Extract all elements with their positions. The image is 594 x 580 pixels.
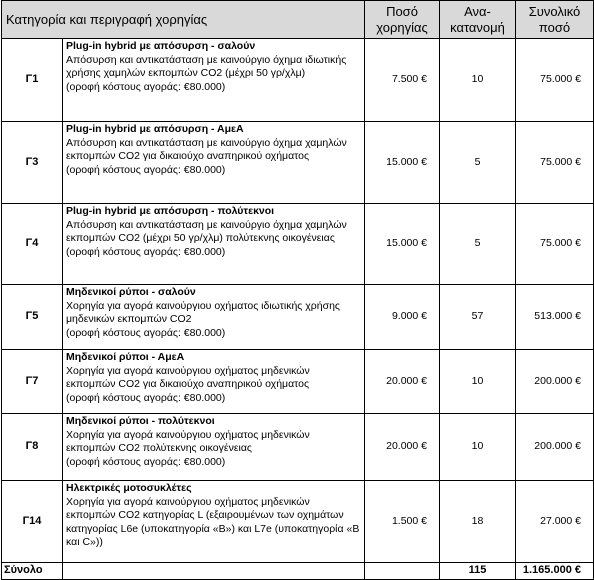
row-total: 200.000 € bbox=[516, 414, 594, 481]
table-row bbox=[2, 481, 594, 563]
row-count: 57 bbox=[440, 285, 516, 350]
total-spacer bbox=[365, 563, 440, 580]
row-description bbox=[63, 481, 365, 563]
row-text: Απόσυρση και αντικατάσταση με καινούργιο όχημα χαμηλών εκπομπών CO2 για δικαιούχο αναπηρικού οχήματος bbox=[66, 136, 347, 162]
row-cap: (οροφή κόστους αγοράς: €80.000) bbox=[66, 326, 226, 339]
header-total: Συνολικό ποσό bbox=[516, 1, 594, 39]
row-code: Γ7 bbox=[2, 350, 63, 414]
row-text: Χορηγία για αγορά καινούργιου οχήματος μηδενικών εκπομπών CO2 για δικαιούχο αναπηρικού οχήματος bbox=[66, 364, 310, 390]
row-count: 18 bbox=[440, 481, 516, 563]
row-code: Γ3 bbox=[2, 122, 63, 204]
total-count: 115 bbox=[440, 563, 516, 580]
subsidy-table bbox=[1, 0, 594, 580]
header-category: Κατηγορία και περιγραφή χορηγίας bbox=[2, 1, 365, 39]
row-code: Γ5 bbox=[2, 285, 63, 350]
row-cap: (οροφή κόστους αγοράς: €80.000) bbox=[66, 80, 226, 93]
row-count: 5 bbox=[440, 204, 516, 285]
row-title: Μηδενικοί ρύποι - ΑμεΑ bbox=[66, 351, 185, 363]
row-code: Γ8 bbox=[2, 414, 63, 481]
total-label: Σύνολο bbox=[2, 563, 63, 580]
table-row bbox=[2, 204, 594, 285]
row-amount: 1.500 € bbox=[365, 481, 440, 563]
row-description bbox=[63, 350, 365, 414]
row-title: Plug-in hybrid με απόσυρση - πολύτεκνοι bbox=[66, 205, 275, 217]
row-title: Μηδενικοί ρύποι - πολύτεκνοι bbox=[66, 415, 215, 427]
row-count: 5 bbox=[440, 122, 516, 204]
row-text: Χορηγία για αγορά καινούργιου οχήματος μηδενικών εκπομπών CO2 κατηγορίας L (εξαιρουμένων των οχημάτων κατηγορίας L6e (υποκατηγορία «B») και L7e (υποκατηγορία «B και C»)) bbox=[66, 495, 360, 548]
row-code: Γ14 bbox=[2, 481, 63, 563]
row-code: Γ1 bbox=[2, 39, 63, 122]
row-total: 200.000 € bbox=[516, 350, 594, 414]
table-row bbox=[2, 122, 594, 204]
row-title: Plug-in hybrid με απόσυρση - ΑμεΑ bbox=[66, 123, 244, 135]
total-spacer bbox=[63, 563, 365, 580]
row-text: Χορηγία για αγορά καινούργιου οχήματος μηδενικών εκπομπών CO2 πολύτεκνης οικογένειας bbox=[66, 428, 310, 454]
header-count: Ανα-κατανομή bbox=[440, 1, 516, 39]
row-description bbox=[63, 39, 365, 122]
row-code: Γ4 bbox=[2, 204, 63, 285]
row-description bbox=[63, 285, 365, 350]
row-count: 10 bbox=[440, 414, 516, 481]
total-sum: 1.165.000 € bbox=[516, 563, 594, 580]
row-title: Μηδενικοί ρύποι - σαλούν bbox=[66, 286, 196, 298]
total-row bbox=[2, 563, 594, 580]
row-total: 75.000 € bbox=[516, 204, 594, 285]
row-total: 75.000 € bbox=[516, 122, 594, 204]
header-amount: Ποσό χορηγίας bbox=[365, 1, 440, 39]
row-text: Απόσυρση και αντικατάσταση με καινούργιο όχημα ιδιωτικής χρήσης χαμηλών εκπομπών CO2 (μέχρι 50 γρ/χλμ) bbox=[66, 53, 347, 79]
row-description bbox=[63, 204, 365, 285]
row-amount: 9.000 € bbox=[365, 285, 440, 350]
table-row bbox=[2, 414, 594, 481]
row-cap: (οροφή κόστους αγοράς: €80.000) bbox=[66, 163, 226, 176]
row-amount: 20.000 € bbox=[365, 414, 440, 481]
table-row bbox=[2, 350, 594, 414]
row-amount: 20.000 € bbox=[365, 350, 440, 414]
table-row bbox=[2, 39, 594, 122]
row-total: 27.000 € bbox=[516, 481, 594, 563]
row-cap: (οροφή κόστους αγοράς: €80.000) bbox=[66, 455, 226, 468]
row-cap: (οροφή κόστους αγοράς: €80.000) bbox=[66, 245, 226, 258]
row-count: 10 bbox=[440, 39, 516, 122]
table-row bbox=[2, 285, 594, 350]
row-count: 10 bbox=[440, 350, 516, 414]
row-text: Χορηγία για αγορά καινούργιου οχήματος ιδιωτικής χρήσης μηδενικών εκπομπών CO2 bbox=[66, 299, 340, 325]
row-text: Απόσυρση και αντικατάσταση με καινούργιο όχημα χαμηλών εκπομπών CO2 (μέχρι 50 γρ/χλμ) πολύτεκνης οικογένειας bbox=[66, 218, 347, 244]
row-amount: 15.000 € bbox=[365, 122, 440, 204]
row-amount: 15.000 € bbox=[365, 204, 440, 285]
row-total: 75.000 € bbox=[516, 39, 594, 122]
row-description bbox=[63, 122, 365, 204]
row-total: 513.000 € bbox=[516, 285, 594, 350]
row-title: Plug-in hybrid με απόσυρση - σαλούν bbox=[66, 40, 256, 52]
row-title: Ηλεκτρικές μοτοσυκλέτες bbox=[66, 482, 192, 494]
row-description bbox=[63, 414, 365, 481]
row-cap: (οροφή κόστους αγοράς: €80.000) bbox=[66, 391, 226, 404]
header-row bbox=[2, 1, 594, 39]
row-amount: 7.500 € bbox=[365, 39, 440, 122]
